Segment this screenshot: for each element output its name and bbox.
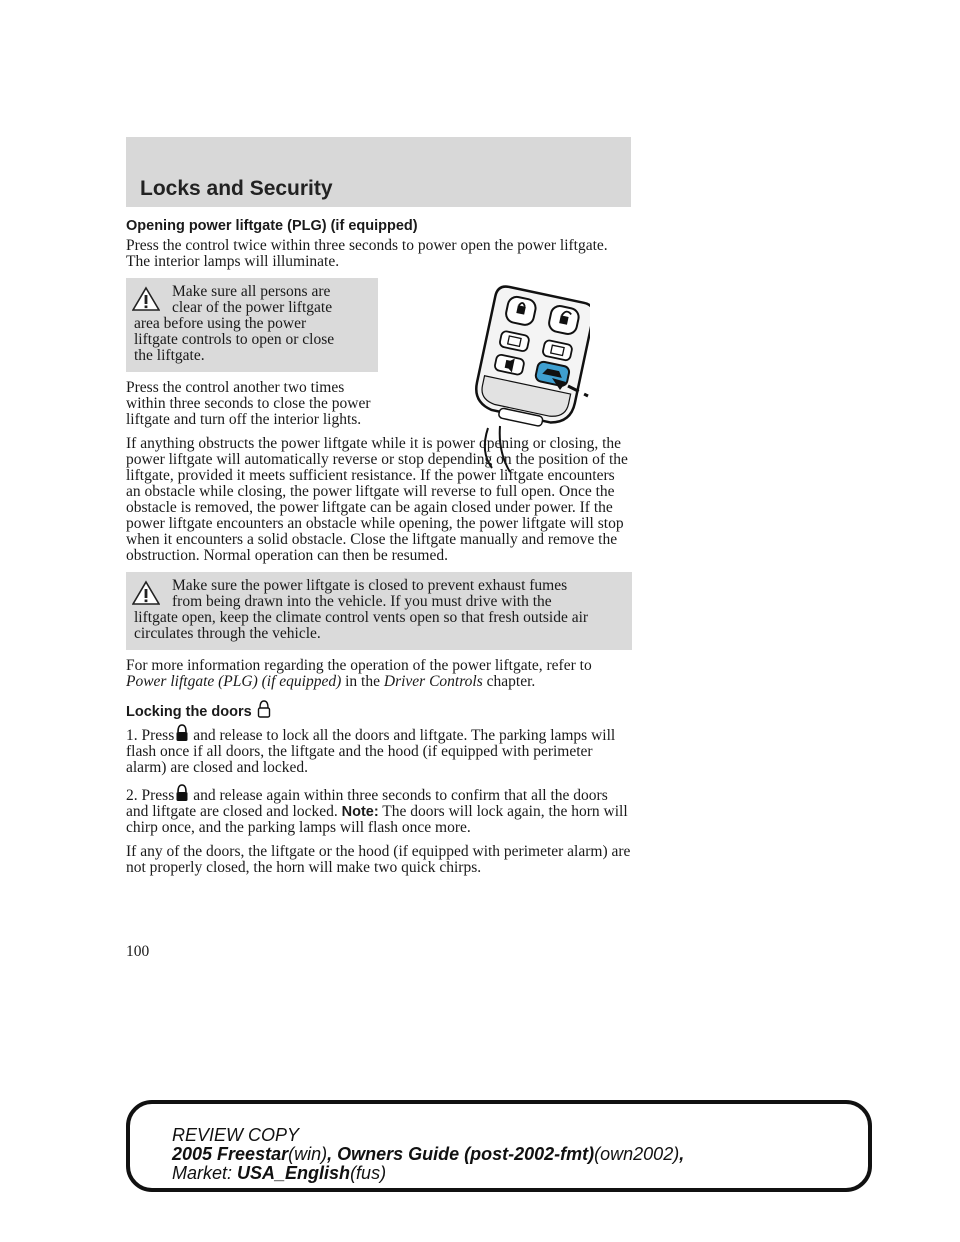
more-info-text	[126, 658, 632, 690]
more-info-post: chapter.	[486, 673, 536, 690]
page-number: 100	[126, 943, 150, 960]
section-heading-plg: Opening power liftgate (PLG) (if equipped)	[126, 218, 418, 234]
step2-mid: and release again within three seconds to confirm that all the doors and liftgate are closed and locked.	[126, 787, 608, 820]
footer-market-code: (fus)	[350, 1163, 387, 1183]
warning-triangle-icon	[132, 580, 160, 606]
locking-final: If any of the doors, the liftgate or the hood (if equipped with perimeter alarm) are not properly closed, the horn will make two quick chirps.	[126, 843, 631, 876]
warning-line: from being drawn into the vehicle. If you must drive with the	[172, 593, 552, 610]
warning-triangle-icon	[132, 286, 160, 312]
section-heading-locking	[126, 700, 632, 720]
warning-line: Make sure the power liftgate is closed to prevent exhaust fumes	[172, 577, 568, 594]
padlock-icon	[175, 784, 189, 802]
padlock-icon	[175, 724, 189, 742]
footer-line-1: REVIEW COPY	[172, 1125, 300, 1145]
chapter-reference[interactable]: Driver Controls	[383, 673, 483, 690]
padlock-icon	[257, 700, 271, 718]
footer-market: USA_English	[237, 1163, 351, 1183]
footer-model: 2005 Freestar	[172, 1144, 289, 1164]
warning-line: clear of the power liftgate	[172, 299, 333, 316]
warning-line: Make sure all persons are	[172, 283, 331, 300]
plg-intro: Press the control twice within three seconds to power open the power liftgate. The interior lamps will illuminate.	[126, 237, 608, 270]
step2-pre: 2. Press	[126, 787, 175, 804]
footer-comma: ,	[679, 1144, 685, 1164]
warning-line: liftgate controls to open or close	[134, 331, 335, 348]
footer-box	[126, 1100, 872, 1192]
note-label: Note:	[341, 804, 379, 820]
step2-note: The doors will lock again, the horn will chirp once, and the parking lamps will flash once more.	[126, 803, 628, 836]
plg-obstruct-text: If anything obstructs the power liftgate while it is power opening or closing, the power liftgate will automatically reverse or stop depending on the position of the liftgate, provided it meets sufficient resistance. If the power liftgate encounters an obstacle while closing, the power liftgate will reverse to full open. Once the obstacle is removed, the power liftgate can be again closed under power. If the power liftgate encounters an obstacle while opening, the power liftgate will stop when it encounters a solid obstacle. Close the liftgate manually and remove the obstruction. Normal operation can then be resumed.	[126, 435, 628, 564]
step1-post: and release to lock all the doors and liftgate. The parking lamps will flash once if all doors, the liftgate and the hood (if equipped with perimeter alarm) are closed and locked.	[126, 727, 616, 776]
footer-guide: , Owners Guide (post-2002-fmt)	[327, 1144, 595, 1164]
section-title: Locks and Security	[140, 177, 333, 200]
warning-box	[126, 572, 632, 650]
footer-text	[172, 1126, 684, 1183]
warning-line: liftgate open, keep the climate control vents open so that fresh outside air circulates through the vehicle.	[134, 609, 589, 642]
locking-step-2	[126, 784, 632, 836]
plg-close-text: Press the control another two times within three seconds to close the power liftgate and turn off the interior lights.	[126, 379, 371, 428]
warning-line: the liftgate.	[134, 347, 205, 364]
footer-line-3	[172, 1164, 684, 1183]
warning-text	[134, 578, 624, 642]
warning-line: area before using the power	[134, 315, 307, 332]
warning-box	[126, 278, 378, 372]
cross-reference-link[interactable]: Power liftgate (PLG) (if equipped)	[126, 673, 342, 690]
footer-line-2	[172, 1145, 684, 1164]
step1-pre: 1. Press	[126, 727, 175, 744]
more-info-pre: For more information regarding the operation of the power liftgate, refer to	[126, 657, 592, 674]
footer-code: (win)	[288, 1144, 328, 1164]
warning-text	[134, 284, 370, 364]
footer-guide-code: (own2002)	[594, 1144, 680, 1164]
locking-step-1	[126, 724, 632, 776]
footer-market-label: Market:	[172, 1163, 233, 1183]
page-content	[126, 218, 632, 884]
locking-heading-text: Locking the doors	[126, 704, 252, 720]
more-info-mid: in the	[345, 673, 380, 690]
